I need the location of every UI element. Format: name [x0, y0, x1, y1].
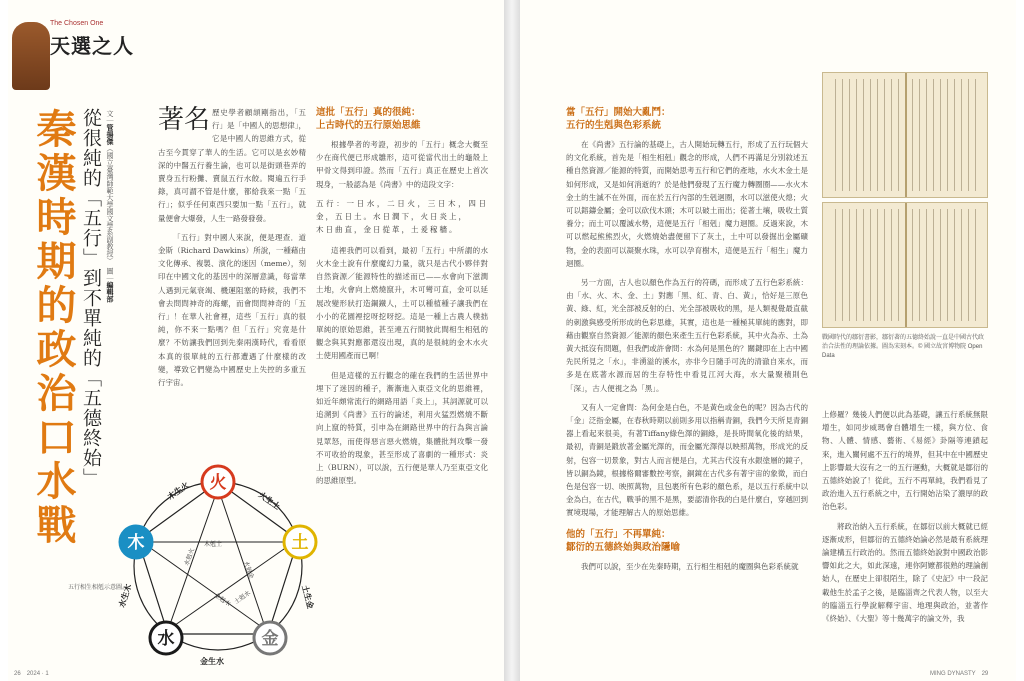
- right-page-number: 29: [981, 671, 989, 677]
- left-page-number: 26: [14, 671, 21, 677]
- section2-paragraph-2: 另一方面，古人也以顏色作為五行的符碼，而形成了五行色彩系統：由「水、火、木、金、土」對應「黑、紅、青、白、黃」，恰好是三原色黃、綠、紅，光全部被反射的白、光全部被吸收的黑，是人類視覺最直截的刺激與感受所形成的色彩思維，其實，這也是一種極其單純的應對，即藉由觀察自然資源／能源的顏色來產生五行色彩系統，其中火為赤、土為黃大抵沒有問題，但我們或許會問：水為何是黑色的？關鍵即在上古中國先民所見之「水」，非湧溢的溪水，亦非今日隨手可洗的清澈自來水，而多是在底著水源而居的生存特性中看見江河大海，水大量聚積則色「深」，古人便視之為「黑」。: [566, 278, 808, 393]
- section3-heading-line2: 鄒衍的五德終始與政治隱喻: [566, 541, 681, 553]
- section1-heading-line2: 上古時代的五行原始思維: [316, 120, 421, 131]
- editor-label: 圖: [106, 267, 114, 275]
- section2-column: [566, 106, 808, 579]
- ke-wood-earth: 木剋土: [204, 541, 223, 548]
- element-wood: [120, 526, 152, 558]
- ke-earth-water: 土剋水: [233, 589, 252, 606]
- diagram-caption: 五行相生相剋示意圖。: [68, 585, 129, 591]
- ancient-book-photo-2: [822, 202, 988, 328]
- section1-paragraph-3: 但是這樣的五行觀念的確在我們的生活世界中埋下了迷因的種子，漸漸進入東亞文化的思維裡，如近年頗常流行的網路用語「炎上」，其詞源就可以追溯到《尚書》五行的論述，利用火猛烈燃燒不斷向上竄的特質，引申為在網路世界中的行為與言論見眾怒，而使得惡言惡火燃燒，集體批判攻擊一發不可收拾的現象，甚至形成了喜劇的一種形式：炎上（BURN），可以說，五行便是華人乃至東亞文化的思維原型。: [316, 370, 488, 486]
- section3-paragraph-2: 上修羅？幾後人們便以此為基礎，讓五行系統無限增生，如同步威瑪會自體增生一樣，與方位、食物、人體、情感、藝術、《易經》卦隔等連鎖起來，進入關何處不五行的境界，但其中在中國歷史上影響最大沒有之一的五行運動，大概就是鄒衍的五德終始說了！從此，五行不再單純，我們看見了政治進入五行系統之中，五行開始沾染了濃厚的政治色彩。: [822, 410, 988, 512]
- section1-heading: [316, 106, 488, 132]
- section1-paragraph-1: 根據學者的考證，初步的「五行」概念大概至少在商代便已形成雛形，這可從當代出土的龜殼上甲骨文得到印證。然而「五行」真正在歷史上首次現身，一般認為是《尚書》中的這段文字：: [316, 140, 488, 189]
- ke-fire-metal: 火剋金: [242, 560, 255, 580]
- logo-figure-icon: [12, 22, 50, 90]
- gen-water-wood: 水生木: [116, 582, 134, 609]
- earth-label: 土: [291, 533, 309, 553]
- section2-paragraph-1: 在《尚書》五行論的基礎上，古人開始玩轉五行，形成了五行玩個大的文化系統，首先是「相生相剋」觀念的形成，人們不再滿足分別敘述五種自然資源／能源的特質，而開始思考五行和它們的產地，水火木金土是如何形成，又是如何消逝的？於是他們發現了五行魔力轉圈圈——水火木金土的生滅不在外面，而在於五行內部的生剋迴圈，水可以滋使火熄；火可以鎔鑄金屬；金可以砍伐木頭；木可以破土而出；從著土壤，吸收土質養分；而土可以覆滅水勢，這便是五行「相剋」魔力迴圈。反過來說，木可以燃起熊熊烈火，火燃燒始盡便留下了灰土，土中可以發掘出金屬礦物，金的表面可以凝聚水珠，水可以孕育樹木，這便是五行「相生」魔力迴圈。: [566, 140, 808, 268]
- author-label: 文: [106, 110, 114, 117]
- section2-heading: [566, 106, 808, 132]
- wood-label: 木: [127, 533, 145, 553]
- author-note: 國立臺灣師範大學國文學系副教授: [106, 152, 114, 257]
- section1-heading-line1: 這批「五行」真的很純：: [316, 107, 421, 118]
- dropcap: 著名: [158, 105, 211, 135]
- gen-fire-earth: 火生土: [256, 489, 283, 512]
- section1-column: [316, 106, 488, 493]
- author-name: 管揚傑: [106, 124, 115, 145]
- column-logo: [12, 18, 152, 92]
- quote-line-1: 五行：一日水，二日火，三日木，四日金，五日土。水日潤下，火日炎上，: [316, 198, 488, 221]
- section1-paragraph-2: 這裡我們可以看到，最初「五行」中所謂的水火木金土說有什麼魔幻力量，就只是古代小夥伴對自然資源／能源特性的描述而已——水會向下滋潤土地，火會向上燃燒竄升，木可彎可直，金可以延展改變形狀打造鋼鐵人，土可以種植種子讓我們在小小的花園裡挖呀挖呀挖。這是一種上古農人樸拙單純的原始思維，甚至連五行間彼此間相生相剋的觀念與其對應都還沒出現，真的是很純的金木水火土使用國產而已啊！: [316, 245, 488, 361]
- ancient-book-photo-1: [822, 72, 988, 198]
- intro-column: [158, 106, 306, 395]
- ke-water-fire: 水剋火: [183, 547, 197, 567]
- logo-english: The Chosen One: [50, 20, 104, 27]
- article-title: 秦漢時期的政治口水戰: [30, 108, 77, 548]
- shangshu-quote: [316, 197, 488, 236]
- left-issue: 2024 · 1: [26, 671, 49, 677]
- section3-paragraph-3: 將政治納入五行系統，在鄒衍以前大概就已經逐漸成形，但鄒衍的五德終始論必然是最有系統理論建構五行政治的。然而五德終始說對中國政治影響如此之大，如此深遠，連你阿嬤都很熟的理論創始人，在歷史上卻很陌生，除了《史記》中一段記載他生於孟子之後，是臨淄齊之代表人物，以至大的臨淄五行學說解釋宇宙、地理與政治，並著作《終始》、《大聖》等十幾萬字的論文外，我: [822, 521, 988, 624]
- five-elements-diagram: [108, 458, 328, 668]
- page-gutter: [504, 0, 520, 681]
- article-subtitle: 從很純的「五行」到不單純的「五德終始」: [80, 108, 102, 488]
- intro-paragraph-1: 歷史學者顧頡剛指出，「五行」是「中國人的思想律」，它是中國人的思維方式，從古至今貫穿了華人的生活。它可以是玄妙精深的中醫五行養生論，也可以是街頭巷弄的賣身五行粉攤、賣鼠五行水餃。閱遍五行手錄，真可謂不管是什麼，都給我來一點「五行」；似乎任何東西只要加一點「五行」，就量便會大爆發，人生一路發發發。: [158, 108, 306, 223]
- editor-name: 編輯部: [106, 281, 115, 303]
- element-earth: [284, 526, 316, 558]
- element-water: [150, 622, 182, 654]
- intro-paragraph-2: 「五行」對中國人來說，便是理查．道金斯（Richard Dawkins）所說，一種藉由文化傳承、複製、演化的迷因（meme），刻印在中國文化的基因中的深層意識，每當華人遇到元氣衰竭、機運阻塞的時候，我們不會去問問神奇的海螺，而會問問神奇的「五行」！在華人社會裡，這些「五行」真的很純，你不來一點嗎？但「五行」究竟是什麼？不妨讓我們回到先秦兩漢時代，看看原本真的很單純的五行都遭遇了什麼樣的改變，導致它們變為中國歷史上失控的多重五行宇宙。: [158, 232, 306, 388]
- right-label: MING DYNASTY: [930, 671, 976, 677]
- fire-label: 火: [209, 473, 227, 493]
- byline: 文｜管揚傑（國立臺灣師範大學國文學系副教授） 圖｜編輯部: [106, 110, 115, 303]
- section3-paragraph-1: 我們可以說，至少在先秦時期，五行相生相剋的魔圈與色彩系統就: [581, 561, 799, 571]
- logo-chinese: 天選之人: [50, 34, 134, 58]
- water-label: 水: [157, 629, 175, 649]
- element-metal: [254, 622, 286, 654]
- footer-right: [930, 668, 988, 677]
- gen-wood-fire: 木生火: [165, 479, 191, 502]
- gen-metal-water: 金生水: [200, 656, 224, 666]
- quote-line-2: 木日曲直，金日從革，土爰稼穡。: [316, 224, 459, 234]
- section3-column: [822, 408, 988, 631]
- section3-heading: [566, 528, 808, 554]
- element-fire: [202, 466, 234, 498]
- section2-paragraph-3: 又有人一定會問：為何金是白色，不是黃色或金色的呢？因為古代的「金」泛指金屬，在春秋時期以前則多用以指稱青銅，我們今天所見青銅器上看起來很美，有著Tiffany綠色澤的銅綠，是長時間氧化後的結果，最初，青銅是鍛放著金屬光澤的，而金屬光澤得以映照萬物，形成光的反射，包容一切景象，對古人而言便是白，尤其古代沒有水銀塗層的鏡子，皆以銅為鏡，根據格爾審數控考察，銅鏡在古代多有著宇宙的象徵，而白色是包容一切、映照萬物，且包裹所有色彩的顏色系，是以五行系統中以金為白，在古代，戰爭的黑不是黑，要認清你我的白是什麼白，穿越回到實境現場，才能理解古人的原始思維。: [566, 402, 808, 518]
- section2-heading-line2: 五行的生剋與色彩系統: [566, 120, 662, 131]
- metal-label: 金: [261, 629, 279, 649]
- section3-heading-line1: 他的「五行」不再單純：: [566, 528, 671, 540]
- restraint-star: [142, 488, 294, 630]
- footer-left: [14, 668, 49, 677]
- photo-caption: 戰國時代的鄒衍書影，鄒衍著的五德終始說一直是中國古代政治合法性的理論依據。圖為宋刻本。© 國立故宮博物院 Open Data: [822, 335, 985, 359]
- gen-earth-metal: 土生金: [300, 583, 316, 610]
- section2-heading-line1: 當「五行」開始大亂鬥：: [566, 107, 671, 118]
- ke-metal-wood: 金剋木: [212, 591, 232, 608]
